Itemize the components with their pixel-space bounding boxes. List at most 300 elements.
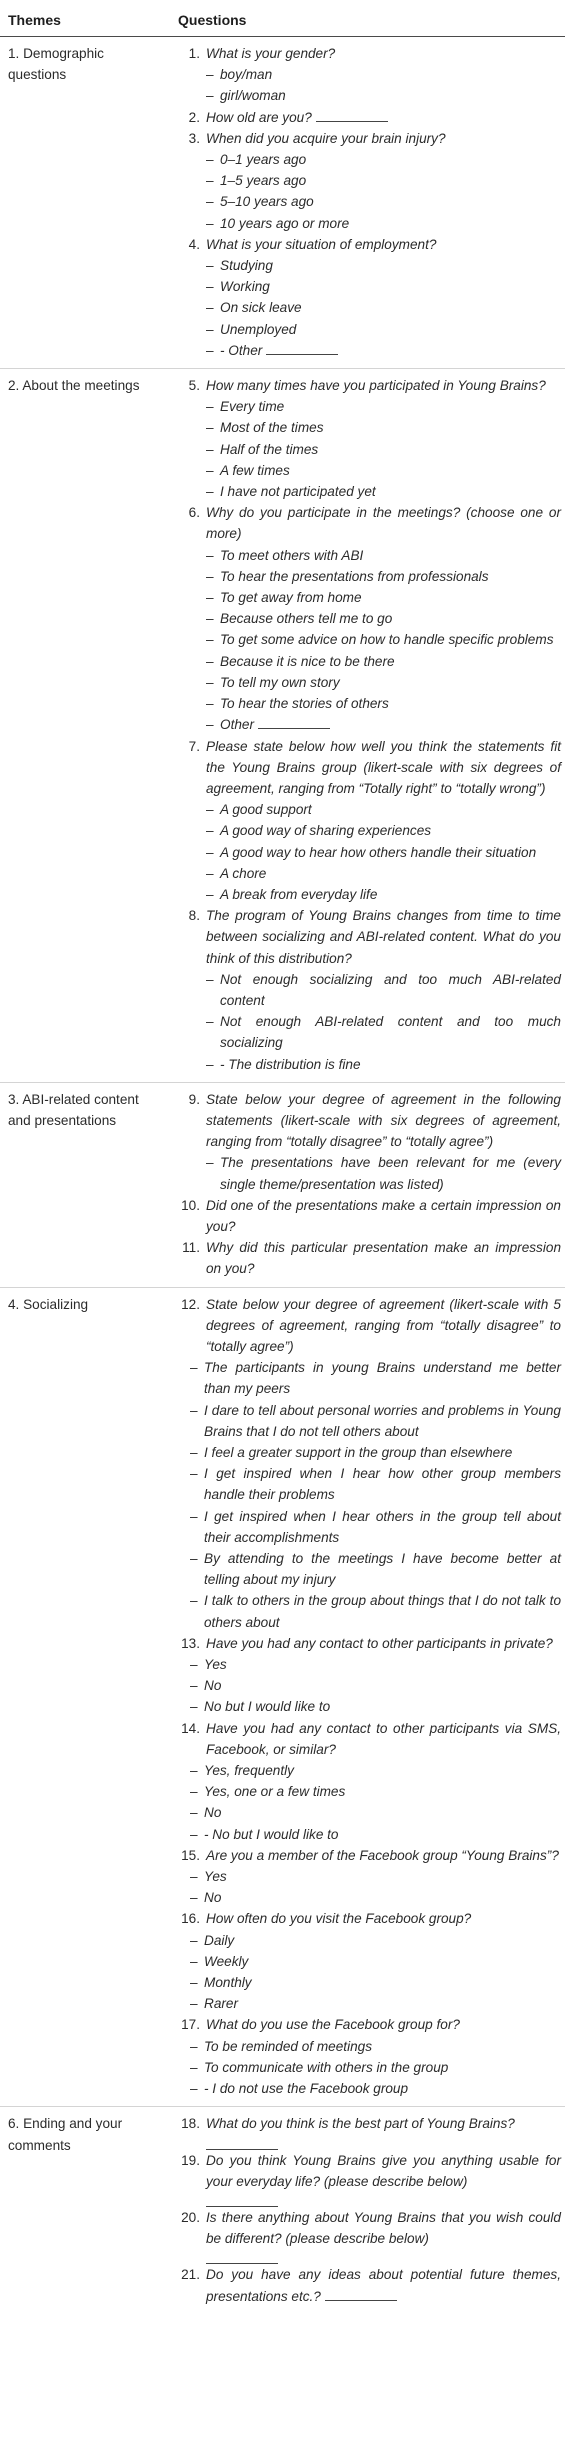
dash-bullet-icon: –: [190, 1657, 198, 1673]
answer-option: [178, 191, 561, 212]
answer-option: [178, 1357, 561, 1399]
option-text: A few times: [220, 462, 290, 478]
answer-option: [178, 1675, 561, 1696]
answer-option: [178, 1654, 561, 1675]
option-text-wrap: [220, 439, 561, 460]
question-number: 1.: [188, 46, 200, 61]
questions-cell: [166, 37, 565, 369]
option-text-wrap: [204, 1802, 561, 1823]
dash-bullet-icon: –: [190, 1763, 198, 1779]
dash-bullet-icon: –: [206, 971, 214, 987]
question-text: Please state below how well you think the statements fit the Young Brains group (likert-scale with six degrees of agreement, ranging from “Totally right” to “totally wrong”): [206, 738, 561, 796]
dash-bullet-icon: –: [206, 420, 214, 436]
dash-bullet-icon: –: [206, 568, 214, 584]
option-text-wrap: [220, 969, 561, 1011]
option-text: I dare to tell about personal worries and problems in Young Brains that I do not tell others about: [204, 1402, 561, 1439]
answer-option: [178, 820, 561, 841]
option-text: 5–10 years ago: [220, 194, 314, 210]
question-text: What is your situation of employment?: [206, 236, 437, 252]
table-row: [0, 1287, 565, 2107]
option-text-wrap: [204, 1824, 561, 1845]
question-item: [178, 736, 561, 800]
themes-header: Themes: [0, 0, 166, 37]
option-text-wrap: [220, 714, 561, 735]
option-text: No: [204, 1890, 222, 1906]
option-text: Half of the times: [220, 441, 319, 457]
dash-bullet-icon: –: [190, 1975, 198, 1991]
theme-cell: 2. About the meetings: [0, 369, 166, 1083]
answer-option: [178, 545, 561, 566]
dash-bullet-icon: –: [190, 2038, 198, 2054]
question-text: Is there anything about Young Brains that you wish could be different? (please describe below): [206, 2209, 561, 2247]
answer-option: [178, 149, 561, 170]
answer-option: [178, 1442, 561, 1463]
option-text: To get some advice on how to handle specific problems: [220, 632, 554, 648]
question-text-wrap: [206, 2264, 561, 2306]
option-text: Other: [220, 717, 254, 733]
question-text: What do you use the Facebook group for?: [206, 2017, 460, 2033]
question-number: 3.: [188, 130, 200, 146]
option-text: No but I would like to: [204, 1699, 331, 1715]
question-number: 10.: [181, 1197, 200, 1213]
dash-bullet-icon: –: [206, 88, 214, 104]
answer-option: [178, 1802, 561, 1823]
answer-option: [178, 439, 561, 460]
option-text-wrap: [204, 1781, 561, 1802]
answer-option: [178, 1972, 561, 1993]
question-item: [178, 1845, 561, 1866]
dash-bullet-icon: –: [206, 696, 214, 712]
answer-option: [178, 1760, 561, 1781]
answer-blank[interactable]: [206, 2135, 278, 2150]
question-item: [178, 1195, 561, 1237]
option-text: - I do not use the Facebook group: [204, 2081, 409, 2097]
option-text-wrap: [204, 1696, 561, 1717]
question-text: Do you have any ideas about potential future themes, presentations etc.?: [206, 2267, 561, 2304]
option-text: I get inspired when I hear others in the group tell about their accomplishments: [204, 1508, 561, 1545]
answer-option: [178, 693, 561, 714]
option-text: - Other: [220, 342, 263, 358]
option-text-wrap: [204, 1760, 561, 1781]
option-text: boy/man: [220, 67, 273, 83]
answer-option: [178, 64, 561, 85]
questions-cell: [166, 2107, 565, 2314]
dash-bullet-icon: –: [206, 173, 214, 189]
table-body: [0, 37, 565, 2314]
option-text: To communicate with others in the group: [204, 2059, 449, 2075]
question-text-wrap: [206, 1089, 561, 1153]
question-text: How many times have you participated in Young Brains?: [206, 378, 546, 394]
option-text-wrap: [220, 460, 561, 481]
dash-bullet-icon: –: [206, 342, 214, 358]
question-text-wrap: [206, 2207, 561, 2249]
question-text: Do you think Young Brains give you anything usable for your everyday life? (please describe below): [206, 2152, 561, 2189]
answer-option: [178, 842, 561, 863]
option-text: To hear the presentations from professionals: [220, 568, 489, 584]
option-text: The presentations have been relevant for me (every single theme/presentation was listed): [220, 1155, 561, 1192]
option-text: On sick leave: [220, 300, 302, 316]
answer-option: [178, 1463, 561, 1505]
option-text-wrap: [220, 276, 561, 297]
answer-option: [178, 672, 561, 693]
option-text-wrap: [220, 820, 561, 841]
question-text-wrap: [206, 905, 561, 969]
option-text-wrap: [204, 2036, 561, 2057]
answer-option: [178, 799, 561, 820]
option-text-wrap: [220, 191, 561, 212]
answer-option: [178, 608, 561, 629]
dash-bullet-icon: –: [206, 67, 214, 83]
question-number: 18.: [181, 2116, 200, 2132]
option-text: A good way to hear how others handle their situation: [220, 844, 537, 860]
question-text-wrap: [206, 1908, 561, 1929]
theme-cell: 4. Socializing: [0, 1287, 166, 2107]
option-text-wrap: [204, 1930, 561, 1951]
option-text-wrap: [204, 1357, 561, 1399]
question-item: [178, 2113, 561, 2134]
option-text-wrap: [220, 396, 561, 417]
question-number: 12.: [181, 1296, 200, 1312]
dash-bullet-icon: –: [206, 258, 214, 274]
answer-option: [178, 255, 561, 276]
option-text: Because others tell me to go: [220, 611, 393, 627]
option-text-wrap: [204, 1866, 561, 1887]
question-number: 17.: [181, 2017, 200, 2033]
question-text: Why did this particular presentation make an impression on you?: [206, 1240, 561, 1277]
answer-option: [178, 1866, 561, 1887]
header-row: [0, 0, 565, 37]
option-text: Daily: [204, 1932, 235, 1948]
question-number: 13.: [181, 1635, 200, 1651]
question-item: [178, 1294, 561, 1358]
question-text: The program of Young Brains changes from time to time between socializing and ABI-related content. What do you think of this distribution?: [206, 908, 561, 966]
question-number: 11.: [182, 1240, 200, 1256]
theme-cell: 6. Ending and your comments: [0, 2107, 166, 2314]
dash-bullet-icon: –: [206, 484, 214, 500]
option-text: Monthly: [204, 1975, 252, 1991]
option-text: Unemployed: [220, 321, 297, 337]
option-text-wrap: [220, 566, 561, 587]
answer-option: [178, 1993, 561, 2014]
answer-option: [178, 2057, 561, 2078]
question-text: What do you think is the best part of Young Brains?: [206, 2116, 515, 2132]
option-text-wrap: [220, 629, 561, 650]
question-number: 21.: [181, 2267, 200, 2283]
dash-bullet-icon: –: [190, 1593, 198, 1609]
question-text-wrap: [206, 1845, 561, 1866]
option-text-wrap: [220, 799, 561, 820]
option-text-wrap: [220, 1011, 561, 1053]
question-item: [178, 905, 561, 969]
option-text: I have not participated yet: [220, 484, 376, 500]
table-row: [0, 369, 565, 1083]
dash-bullet-icon: –: [206, 215, 214, 231]
option-text-wrap: [220, 417, 561, 438]
option-text-wrap: [220, 213, 561, 234]
answer-option: [178, 1887, 561, 1908]
answer-option: [178, 714, 561, 735]
dash-bullet-icon: –: [190, 1466, 198, 1482]
option-text: Yes: [204, 1657, 227, 1673]
question-number: 4.: [188, 236, 200, 252]
dash-bullet-icon: –: [190, 1890, 198, 1906]
table-row: [0, 37, 565, 369]
option-text-wrap: [220, 297, 561, 318]
answer-option: [178, 481, 561, 502]
option-text: I feel a greater support in the group than elsewhere: [204, 1445, 513, 1460]
option-text: Because it is nice to be there: [220, 653, 395, 669]
question-number: 6.: [188, 505, 200, 521]
dash-bullet-icon: –: [206, 300, 214, 316]
question-text-wrap: [206, 1633, 561, 1654]
option-text: Not enough ABI-related content and too much socializing: [220, 1014, 561, 1051]
question-item: [178, 502, 561, 544]
answer-option: [178, 319, 561, 340]
dash-bullet-icon: –: [190, 2081, 198, 2097]
option-text: The participants in young Brains understand me better than my peers: [204, 1360, 561, 1397]
option-text-wrap: [220, 608, 561, 629]
dash-bullet-icon: –: [190, 1869, 198, 1885]
option-text-wrap: [204, 1590, 561, 1632]
question-item: [178, 1633, 561, 1654]
option-text-wrap: [220, 85, 561, 106]
answer-option: [178, 1590, 561, 1632]
dash-bullet-icon: –: [206, 865, 214, 881]
dash-bullet-icon: –: [206, 279, 214, 295]
answer-option: [178, 396, 561, 417]
option-text: 1–5 years ago: [220, 173, 307, 189]
dash-bullet-icon: –: [206, 611, 214, 627]
option-text: To get away from home: [220, 590, 362, 606]
option-text-wrap: [220, 481, 561, 502]
dash-bullet-icon: –: [190, 1805, 198, 1821]
question-text: Have you had any contact to other participants via SMS, Facebook, or similar?: [206, 1720, 561, 1757]
answer-option: [178, 2078, 561, 2099]
answer-blank[interactable]: [258, 716, 330, 729]
answer-option: [178, 863, 561, 884]
answer-option: [178, 1824, 561, 1845]
question-text: When did you acquire your brain injury?: [206, 130, 446, 146]
question-text: How often do you visit the Facebook group?: [206, 1911, 472, 1927]
question-item: [178, 43, 561, 64]
question-item: [178, 1237, 561, 1279]
question-text: What is your gender?: [206, 46, 336, 61]
option-text-wrap: [204, 2078, 561, 2099]
option-text-wrap: [220, 1152, 561, 1194]
answer-option: [178, 587, 561, 608]
option-text-wrap: [220, 340, 561, 361]
dash-bullet-icon: –: [206, 632, 214, 648]
question-item: [178, 2264, 561, 2306]
option-text: To tell my own story: [220, 674, 340, 690]
option-text: 0–1 years ago: [220, 152, 307, 168]
answer-option: [178, 629, 561, 650]
answer-blank[interactable]: [266, 342, 338, 355]
option-text: Yes, one or a few times: [204, 1784, 346, 1800]
dash-bullet-icon: –: [206, 1056, 214, 1072]
dash-bullet-icon: –: [190, 1678, 198, 1694]
question-number: 8.: [188, 908, 200, 924]
question-item: [178, 2014, 561, 2035]
question-number: 16.: [181, 1911, 200, 1927]
option-text: Every time: [220, 399, 285, 415]
option-text-wrap: [204, 1442, 561, 1463]
option-text: Weekly: [204, 1953, 249, 1969]
question-text: Are you a member of the Facebook group “Young Brains”?: [206, 1847, 559, 1863]
dash-bullet-icon: –: [206, 823, 214, 839]
question-text-wrap: [206, 1294, 561, 1358]
answer-blank[interactable]: [206, 2192, 278, 2207]
question-number: 19.: [181, 2152, 200, 2168]
answer-option: [178, 1506, 561, 1548]
question-item: [178, 1718, 561, 1760]
answer-blank[interactable]: [325, 2288, 397, 2301]
question-number: 9.: [188, 1091, 200, 1107]
option-text-wrap: [204, 1993, 561, 2014]
dash-bullet-icon: –: [206, 717, 214, 733]
question-text-wrap: [206, 234, 561, 255]
option-text-wrap: [220, 863, 561, 884]
answer-blank[interactable]: [206, 2249, 278, 2264]
option-text-wrap: [220, 149, 561, 170]
option-text-wrap: [220, 255, 561, 276]
dash-bullet-icon: –: [206, 152, 214, 168]
option-text-wrap: [220, 693, 561, 714]
question-text-wrap: [206, 43, 561, 64]
option-text: A good support: [220, 802, 312, 818]
answer-option: [178, 1951, 561, 1972]
answer-blank[interactable]: [316, 109, 388, 122]
theme-cell: 3. ABI-related content and presentations: [0, 1082, 166, 1287]
answer-option: [178, 213, 561, 234]
option-text: A break from everyday life: [220, 886, 378, 902]
option-text-wrap: [220, 64, 561, 85]
option-text: - No but I would like to: [204, 1826, 339, 1842]
dash-bullet-icon: –: [206, 1155, 214, 1171]
question-item: [178, 375, 561, 396]
answer-option: [178, 1152, 561, 1194]
dash-bullet-icon: –: [206, 194, 214, 210]
option-text-wrap: [204, 1506, 561, 1548]
option-text: To be reminded of meetings: [204, 2038, 373, 2054]
option-text: Yes: [204, 1869, 227, 1885]
dash-bullet-icon: –: [206, 1014, 214, 1030]
question-text-wrap: [206, 128, 561, 149]
option-text: Not enough socializing and too much ABI-related content: [220, 971, 561, 1008]
dash-bullet-icon: –: [206, 547, 214, 563]
option-text-wrap: [220, 884, 561, 905]
option-text: Working: [220, 279, 270, 295]
option-text-wrap: [204, 1463, 561, 1505]
question-text: State below your degree of agreement in the following statements (likert-scale with six degrees of agreement, ranging from “totally disagree” to “totally agree”): [206, 1091, 561, 1150]
question-item: [178, 2150, 561, 2192]
theme-cell: 1. Demographic questions: [8, 46, 104, 83]
question-number: 15.: [181, 1847, 200, 1863]
dash-bullet-icon: –: [190, 1996, 198, 2012]
answer-option: [178, 969, 561, 1011]
option-text: By attending to the meetings I have become better at telling about my injury: [204, 1551, 561, 1588]
question-text-wrap: [206, 1718, 561, 1760]
option-text-wrap: [204, 1654, 561, 1675]
questions-cell: [166, 1082, 565, 1287]
question-text-wrap: [206, 2113, 561, 2134]
option-text: Most of the times: [220, 420, 324, 436]
option-text: Yes, frequently: [204, 1763, 294, 1779]
answer-option: [178, 460, 561, 481]
option-text: girl/woman: [220, 88, 286, 104]
option-text: Studying: [220, 258, 273, 274]
option-text: - The distribution is fine: [220, 1056, 361, 1072]
dash-bullet-icon: –: [206, 462, 214, 478]
question-text-wrap: [206, 375, 561, 396]
dash-bullet-icon: –: [206, 802, 214, 818]
dash-bullet-icon: –: [190, 1551, 198, 1567]
dash-bullet-icon: –: [190, 1932, 198, 1948]
answer-option: [178, 1054, 561, 1075]
dash-bullet-icon: –: [190, 1826, 198, 1842]
question-number: 14.: [181, 1720, 200, 1736]
option-text-wrap: [220, 1054, 561, 1075]
question-text-wrap: [206, 1237, 561, 1279]
option-text: I talk to others in the group about things that I do not talk to others about: [204, 1593, 561, 1630]
table-row: [0, 1082, 565, 1287]
option-text-wrap: [204, 1548, 561, 1590]
dash-bullet-icon: –: [190, 2059, 198, 2075]
dash-bullet-icon: –: [206, 674, 214, 690]
question-number: 2.: [188, 109, 200, 125]
dash-bullet-icon: –: [206, 886, 214, 902]
answer-option: [178, 1548, 561, 1590]
answer-option: [178, 884, 561, 905]
answer-option: [178, 1930, 561, 1951]
dash-bullet-icon: –: [190, 1699, 198, 1715]
question-text: Did one of the presentations make a certain impression on you?: [206, 1197, 561, 1234]
dash-bullet-icon: –: [190, 1508, 198, 1524]
question-item: [178, 1089, 561, 1153]
answer-option: [178, 85, 561, 106]
option-text: Rarer: [204, 1996, 238, 2012]
dash-bullet-icon: –: [190, 1445, 198, 1460]
dash-bullet-icon: –: [206, 590, 214, 606]
answer-option: [178, 170, 561, 191]
answer-option: [178, 340, 561, 361]
question-item: [178, 2207, 561, 2249]
answer-option: [178, 1781, 561, 1802]
option-text-wrap: [220, 651, 561, 672]
question-text-wrap: [206, 1195, 561, 1237]
question-text: Have you had any contact to other participants in private?: [206, 1635, 553, 1651]
option-text-wrap: [220, 672, 561, 693]
question-number: 20.: [181, 2209, 200, 2225]
option-text-wrap: [204, 1951, 561, 1972]
answer-option: [178, 297, 561, 318]
answer-option: [178, 417, 561, 438]
question-item: [178, 107, 561, 128]
questions-header: Questions: [166, 0, 565, 37]
option-text-wrap: [220, 170, 561, 191]
dash-bullet-icon: –: [206, 399, 214, 415]
option-text-wrap: [220, 319, 561, 340]
option-text-wrap: [204, 1972, 561, 1993]
question-number: 5.: [188, 378, 200, 394]
option-text: To hear the stories of others: [220, 696, 389, 712]
dash-bullet-icon: –: [190, 1360, 198, 1376]
dash-bullet-icon: –: [190, 1784, 198, 1800]
option-text-wrap: [220, 587, 561, 608]
answer-option: [178, 2036, 561, 2057]
option-text: No: [204, 1805, 222, 1821]
option-text-wrap: [204, 2057, 561, 2078]
